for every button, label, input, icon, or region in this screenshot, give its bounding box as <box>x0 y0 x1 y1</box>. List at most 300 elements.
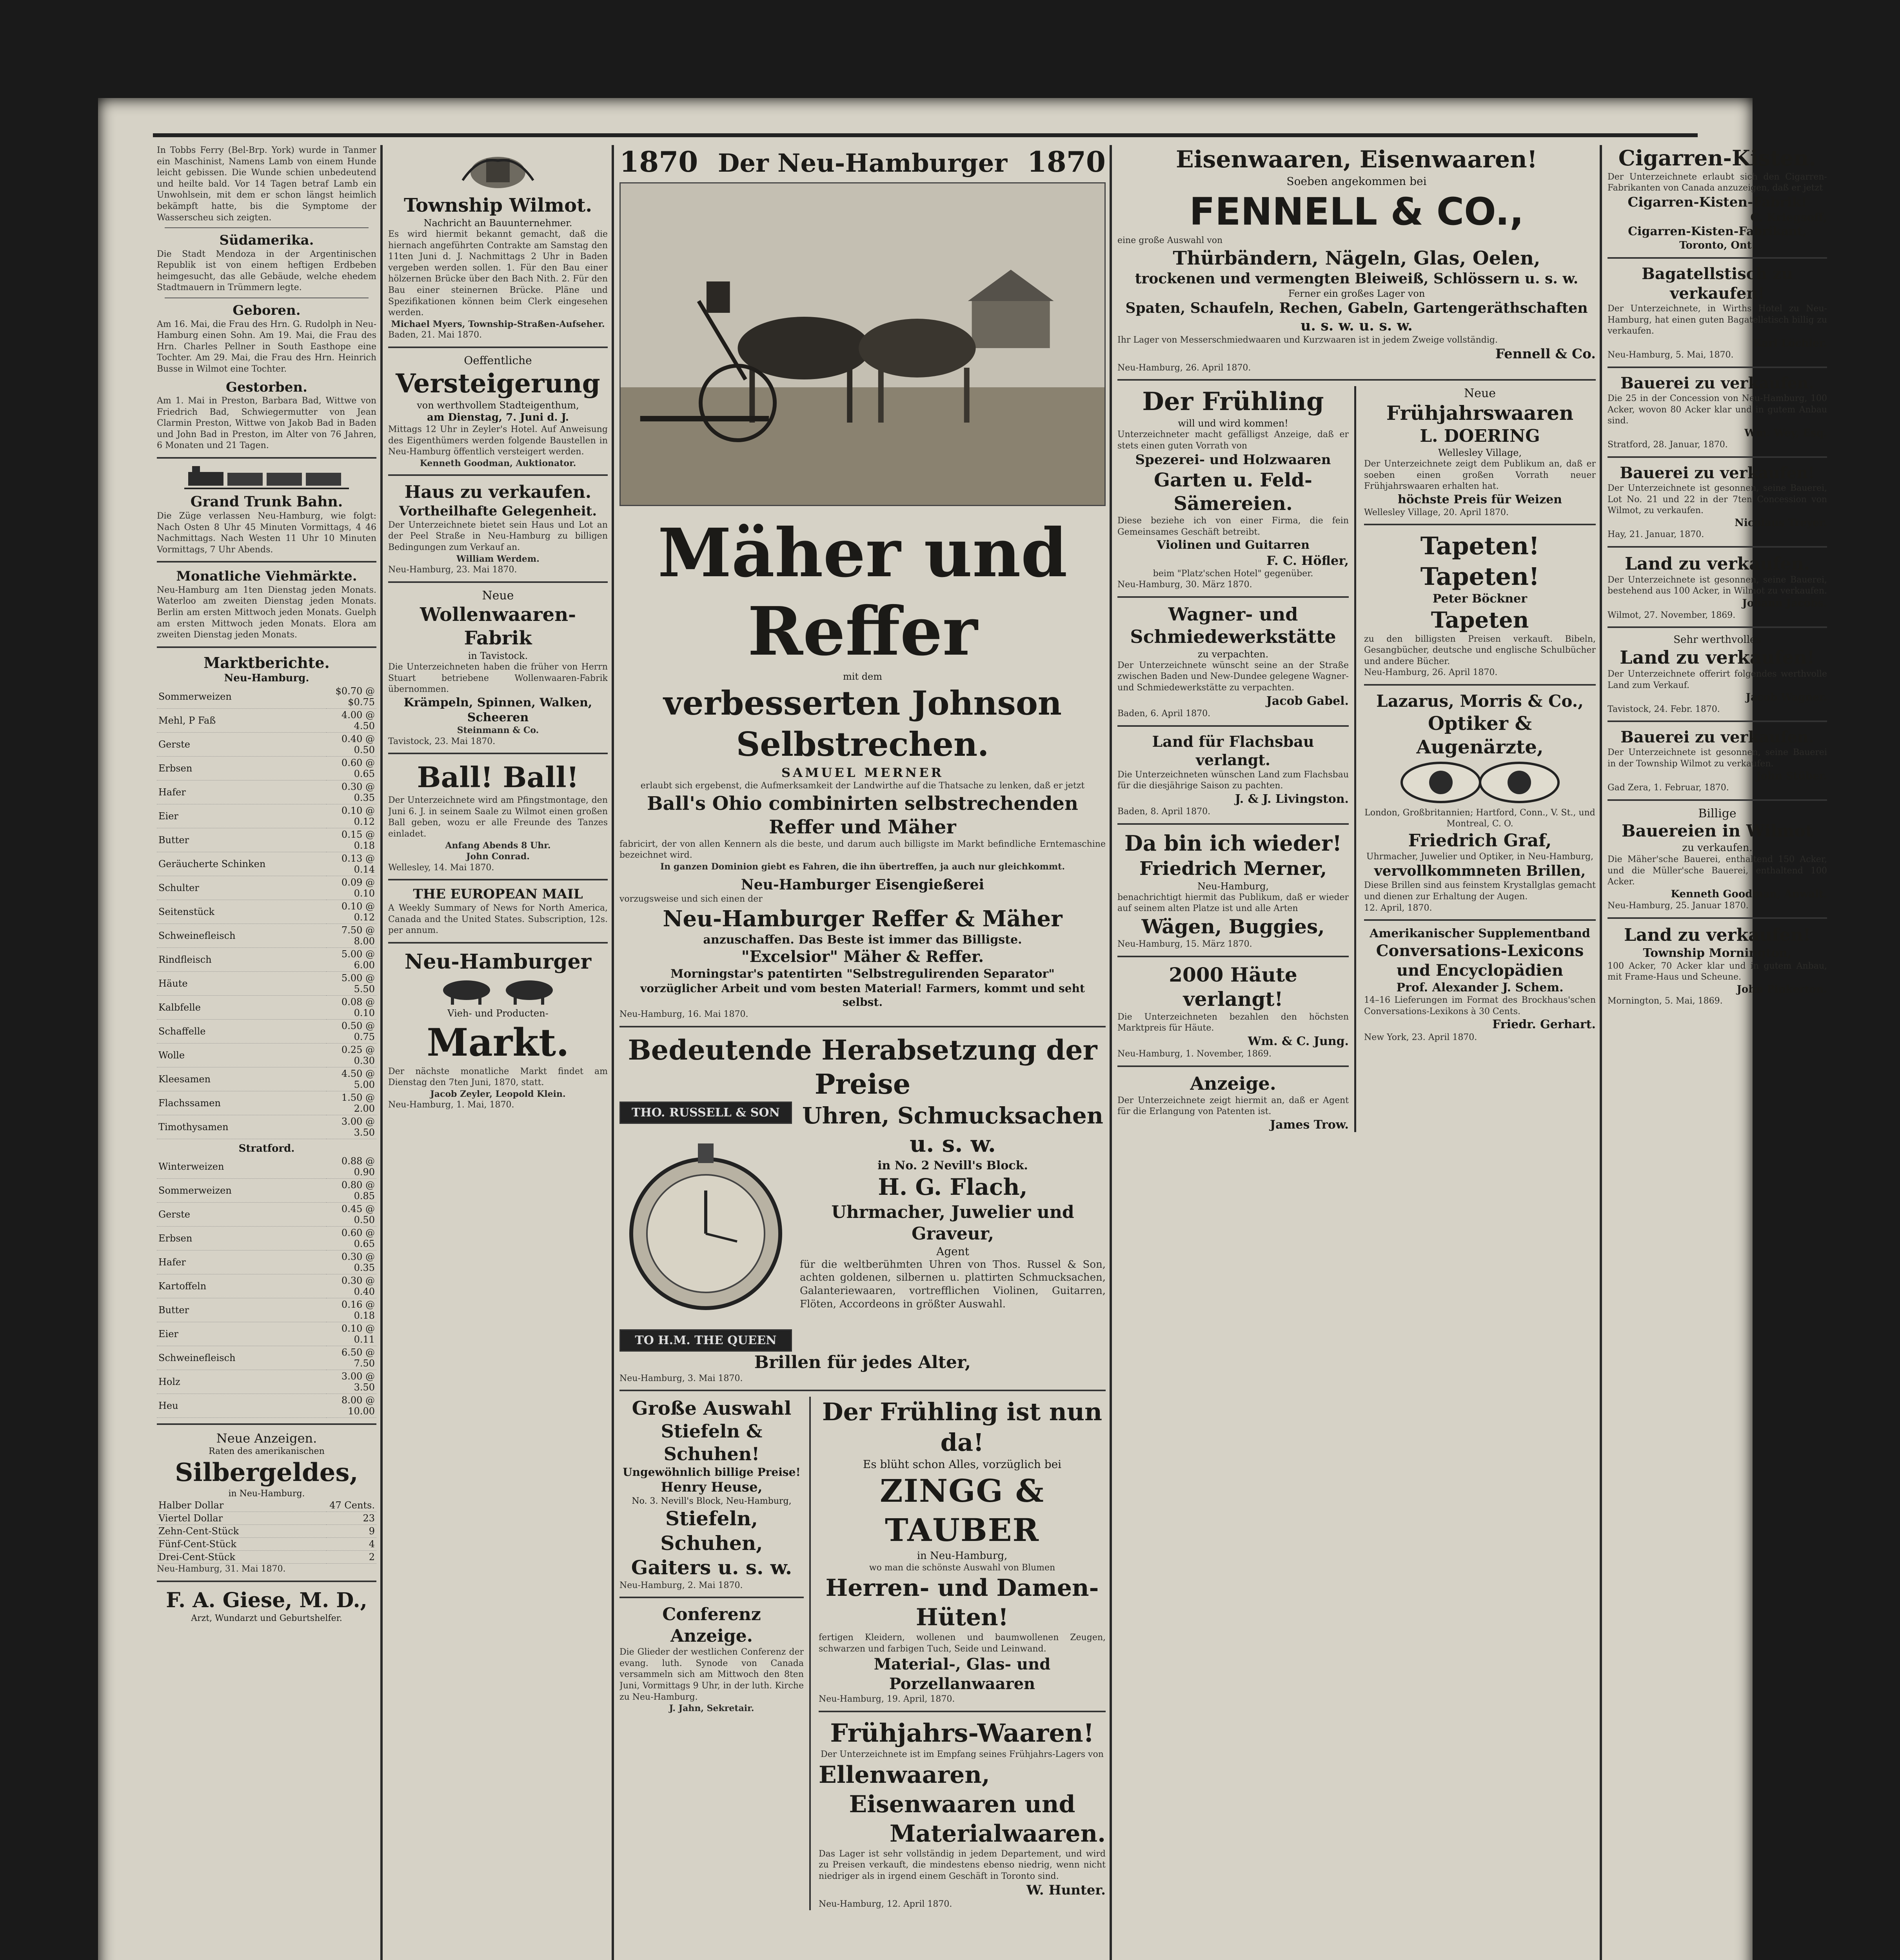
ad-headline: Conversations-Lexicons und Encyclopädien <box>1376 941 1584 980</box>
ad-subheading: Cigarren-Kisten-Fabrik! <box>1628 194 1807 210</box>
ad-subheading: von werthvollem Stadteigenthum, <box>417 400 579 411</box>
commodity-name: Heu <box>157 1394 326 1418</box>
ad-subheading: Neu-Hamburg, <box>1197 880 1269 892</box>
ad-headline: Conferenz Anzeige. <box>662 1604 761 1646</box>
section-heading: Monatliche Viehmärkte. <box>176 568 357 584</box>
ad-headline: Markt. <box>427 1020 569 1065</box>
commodity-price: 3.00 @ 3.50 <box>326 1115 376 1139</box>
ad-subheading: Vieh- und Producten- <box>447 1007 549 1019</box>
section-heading: Neue Anzeigen. <box>216 1431 317 1446</box>
column-rule <box>612 145 614 1960</box>
commodity-price: 0.10 @ 0.11 <box>326 1322 376 1346</box>
commodity-name: Gerste <box>157 1203 326 1227</box>
table-row <box>157 852 376 876</box>
commodity-price: 0.40 @ 0.50 <box>326 732 376 756</box>
ad-subheading: Agent <box>936 1245 969 1258</box>
ad-headline: Land zu verkaufen. <box>1625 554 1810 574</box>
ad-date: Neu-Hamburg, 23. Mai 1870. <box>388 565 517 575</box>
column-rule <box>1110 145 1112 1960</box>
commodity-name: Zehn-Cent-Stück <box>157 1525 326 1538</box>
commodity-price: 0.50 @ 0.75 <box>326 1019 376 1043</box>
table-row <box>157 1512 376 1525</box>
ad-text: Die Unterzeichneten wünschen Land zum Flachsbau für die diesjährige Saison zu pachten. <box>1117 769 1349 791</box>
ad-subheading: Krämpeln, Spinnen, Walken, Scheeren <box>403 696 592 724</box>
article-text: Am 1. Mai in Preston, Barbara Bad, Wittwe von Friedrich Bad, Schwiegermutter von Jean Clarmin Preston, Wittwe von Jakob Bad in Baden und John Bad in Preston, im Alter von 76 Jahren, 6 Monaten und 21 Tagen. <box>157 396 376 451</box>
commodity-name: Butter <box>157 828 326 852</box>
ad-text: Die Glieder der westlichen Conferenz der evang. luth. Synode von Canada versammeln sich am Mittwoch den 8ten Juni, Vormittags 9 Uhr, in der luth. Kirche zu Neu-Hamburg. <box>619 1647 804 1702</box>
ad-signature: Kenneth Goodman, Auktionator. <box>420 458 576 468</box>
train-illustration <box>157 464 376 493</box>
commodity-price: 2 <box>326 1551 376 1564</box>
ad-headline: Eisenwaaren, Eisenwaaren! <box>1176 146 1537 173</box>
ad-headline: Friedrich Merner, <box>1139 857 1327 880</box>
commodity-price: 7.50 @ 8.00 <box>326 924 376 947</box>
ad-subheading: Wellesley Village, <box>1438 447 1522 459</box>
ad-headline: ZINGG & TAUBER <box>880 1472 1044 1549</box>
column-6 <box>1608 145 1827 1960</box>
ad-headline: Wagner- und Schmiedewerkstätte <box>1130 603 1336 648</box>
ad-headline: Bedeutende Herabsetzung der Preise <box>628 1033 1097 1101</box>
ad-signature: James Trow. <box>1270 1118 1349 1132</box>
commodity-name: Geräucherte Schinken <box>157 852 326 876</box>
ad-headline: Haus zu verkaufen. <box>404 482 592 503</box>
column-3 <box>619 145 1106 1960</box>
ad-subheading: Spaten, Schaufeln, Rechen, Gabeln, Gartengeräthschaften u. s. w. u. s. w. <box>1125 299 1588 334</box>
table-row <box>157 756 376 780</box>
top-rule <box>153 133 1698 137</box>
ad-subheading: Peter Böckner <box>1432 592 1528 606</box>
ad-text: 14–16 Lieferungen im Format des Brockhaus'schen Conversations-Lexikons à 30 Cents. <box>1364 995 1596 1016</box>
table-row <box>157 1043 376 1067</box>
ad-subheading: Ungewöhnlich billige Preise! <box>623 1466 801 1479</box>
mower-illustration <box>619 182 1106 506</box>
ad-text: Der Unterzeichnete erlaubt sich den Cigarren-Fabrikanten von Canada anzuzeigen, daß er jetzt <box>1608 172 1827 193</box>
ad-date: Gad Zera, 1. Februar, 1870. <box>1608 783 1729 793</box>
ad-headline: Neu-Hamburger Reffer & Mäher <box>663 906 1063 932</box>
ad-subheading: Es blüht schon Alles, vorzüglich bei <box>863 1458 1062 1471</box>
ad-subheading: Spezerei- und Holzwaaren <box>1135 452 1331 468</box>
ad-headline: Tapeten <box>1431 607 1529 633</box>
ad-signature: Wm. Wey, Esq. <box>1744 427 1827 439</box>
ad-text: Mittags 12 Uhr in Zeyler's Hotel. Auf Anweisung des Eigenthümers werden folgende Baustellen in Neu-Hamburg öffentlich versteigert werden. <box>388 424 608 457</box>
cattle-icon <box>388 975 608 1007</box>
table-row <box>157 1551 376 1564</box>
commodity-name: Schulter <box>157 876 326 900</box>
ad-subheading: "Excelsior" Mäher & Reffer. <box>741 947 984 966</box>
commodity-price: 0.60 @ 0.65 <box>326 1227 376 1250</box>
commodity-price: 0.45 @ 0.50 <box>326 1203 376 1227</box>
commodity-name: Eier <box>157 1322 326 1346</box>
commodity-name: Mehl, P Faß <box>157 708 326 732</box>
commodity-price: 0.13 @ 0.14 <box>326 852 376 876</box>
table-row <box>157 1322 376 1346</box>
ad-headline: verbesserten Johnson Selbstrechen. <box>663 684 1062 764</box>
watch-illustration <box>619 1102 792 1352</box>
ad-text: Ferner ein großes Lager von <box>1288 288 1425 299</box>
ad-date: Wellesley Village, 20. April 1870. <box>1364 507 1509 517</box>
masthead-year-left: 1870 <box>619 145 698 178</box>
ad-text: Ihr Lager von Messerschmiedwaaren und Kurzwaaren ist in jedem Zweige vollständig. <box>1117 335 1498 345</box>
lower-ads <box>619 1397 1106 1910</box>
ad-subheading: Cigarren-Kisten-Fabrikant, <box>1628 225 1807 239</box>
ad-subheading: Vortheilhafte Gelegenheit. <box>399 503 597 519</box>
table-row <box>157 876 376 900</box>
ad-headline: Township Wilmot. <box>403 194 592 216</box>
table-row <box>157 947 376 971</box>
russell-label: THO. RUSSELL & SON <box>619 1102 792 1124</box>
commodity-name: Eier <box>157 804 326 828</box>
ad-headline: Wollenwaaren-Fabrik <box>420 604 576 650</box>
ad-headline: Land für Flachsbau verlangt. <box>1152 732 1314 769</box>
ad-headline: Ellenwaaren, <box>819 1761 990 1789</box>
table-row <box>157 828 376 852</box>
ad-signature: Karl Löchler. <box>1753 337 1827 349</box>
commodity-price: 23 <box>326 1512 376 1525</box>
ad-text: für die weltberühmten Uhren von Thos. Russel & Son, achten goldenen, silbernen u. plattirten Schmucksachen, Galanteriewaaren, vortrefflichen Violinen, Guitarren, Flöten, Accordeons in größter Auswahl. <box>800 1258 1106 1310</box>
ad-text: Der nächste monatliche Markt findet am Dienstag den 7ten Juni, 1870, statt. <box>388 1066 608 1088</box>
ad-subheading: anzuschaffen. Das Beste ist immer das Billigste. <box>703 933 1022 947</box>
ad-subheading: in Neu-Hamburg, <box>917 1550 1008 1562</box>
ad-text: Diese beziehe ich von einer Firma, die fein Gemeinsames Geschäft betreibt. <box>1117 515 1349 537</box>
ad-date: Neu-Hamburg, 19. April, 1870. <box>819 1694 955 1704</box>
commodity-name: Erbsen <box>157 1227 326 1250</box>
ad-subheading: Morningstar's patentirten "Selbstregulirenden Separator" <box>670 967 1055 981</box>
ad-date: Neu-Hamburg, 5. Mai, 1870. <box>1608 350 1734 360</box>
commodity-price: $0.70 @ $0.75 <box>326 685 376 709</box>
ad-headline: Bauerei zu verkaufen. <box>1620 728 1814 747</box>
article-text: Die Züge verlassen Neu-Hamburg, wie folgt: Nach Osten 8 Uhr 45 Minuten Vormittags, 4 46 Nachmittags. Nach Westen 11 Uhr 10 Minuten Vormittags, 7 Uhr Abends. <box>157 511 376 555</box>
ad-text: Der Unterzeichnete wünscht seine an der Straße zwischen Baden und New-Dundee gelegene Wagner- und Schmiedewerkstätte zu verpachten. <box>1117 660 1349 693</box>
ad-headline: Friedrich Graf, <box>1408 830 1552 851</box>
ad-signature: Michael Myers, Township-Straßen-Aufseher. <box>391 319 605 329</box>
commodity-name: Timothysamen <box>157 1115 326 1139</box>
commodity-price: 47 Cents. <box>326 1499 376 1512</box>
ad-text: A Weekly Summary of News for North America, Canada and the United States. Subscription, 12s. per annum. <box>388 903 608 936</box>
commodity-price: 9 <box>326 1525 376 1538</box>
ad-headline: Land zu verkaufen! <box>1624 925 1811 946</box>
ad-date: Tavistock, 23. Mai 1870. <box>388 736 496 746</box>
ad-subheading: mit dem <box>843 671 883 682</box>
ad-headline: Ball! Ball! <box>417 760 579 794</box>
ad-date: Wilmot, 27. November, 1869. <box>1608 610 1736 620</box>
commodity-price: 0.08 @ 0.10 <box>326 995 376 1019</box>
table-row <box>157 1067 376 1091</box>
ad-subheading: will und wird kommen! <box>1178 418 1288 429</box>
ad-subheading: Billige <box>1698 806 1737 820</box>
table-row <box>157 1394 376 1418</box>
ad-headline: Cigarren-Kisten. <box>1618 145 1816 171</box>
ad-headline: Herren- und Damen-Hüten! <box>825 1574 1099 1632</box>
ad-date: Neu-Hamburg, 16. Mai 1870. <box>619 1009 748 1019</box>
column-4 <box>1117 386 1356 1132</box>
ad-text: Anfang Abends 8 Uhr. <box>445 840 551 851</box>
ad-headline: Mäher und Reffer <box>658 514 1068 671</box>
table-row <box>157 1525 376 1538</box>
ad-signature: Johann Jacobs. <box>1742 597 1827 609</box>
section-heading: Gestorben. <box>225 379 308 395</box>
commodity-price: 0.30 @ 0.40 <box>326 1274 376 1298</box>
ad-text: Es wird hiermit bekannt gemacht, daß die hiernach angeführten Contrakte am Samstag den 11ten Juni d. J. Nachmittags 2 Uhr in Baden vergeben werden sollen. 1. Für den Bau einer hölzernen Brücke über den Bach Nith. 2. Für den Bau einer steinernen Brücke. Pläne und Spezifikationen können beim Clerk eingesehen werden. <box>388 229 608 318</box>
commodity-name: Gerste <box>157 732 326 756</box>
table-row <box>157 1115 376 1139</box>
section-heading: Marktberichte. <box>203 653 330 671</box>
commodity-price: 0.30 @ 0.35 <box>326 780 376 804</box>
commodity-name: Kartoffeln <box>157 1274 326 1298</box>
ad-signature: F. C. Höfler, <box>1266 553 1349 568</box>
ad-signature: William Werdem. <box>456 554 539 564</box>
ad-text: Der Unterzeichnete offerirt folgendes werthvolle Land zum Verkauf. <box>1608 669 1827 690</box>
commodity-name: Butter <box>157 1298 326 1322</box>
commodity-name: Halber Dollar <box>157 1499 326 1512</box>
table-row <box>157 995 376 1019</box>
masthead <box>619 145 1106 178</box>
column-rule <box>380 145 383 1960</box>
spring-ads <box>819 1397 1106 1910</box>
ad-text: Die Mäher'sche Bauerei, enthaltend 150 Acker, und die Müller'sche Bauerei, enthaltend 100 Acker. <box>1608 855 1827 887</box>
ad-text: zu den billigsten Preisen verkauft. Bibeln, Gesangbücher, deutsche und englische Schulbücher und andere Bücher. <box>1364 634 1596 666</box>
ad-headline: Wägen, Buggies, <box>1141 915 1325 938</box>
market-table-neu-hamburg <box>157 685 376 1139</box>
ad-subheading: Oeffentliche <box>464 354 532 367</box>
ad-headline: Eisenwaaren und <box>849 1790 1075 1818</box>
commodity-name: Sommerweizen <box>157 685 326 709</box>
commodity-price: 0.30 @ 0.35 <box>326 1250 376 1274</box>
ad-headline: F. A. Giese, M. D., <box>166 1588 367 1612</box>
article-text: Neu-Hamburg am 1ten Dienstag jeden Monats. Waterloo am zweiten Dienstag jeden Monats. Berlin am ersten Mittwoch jeden Monats. Guelph am ersten Mittwoch jeden Monats. Elora am zweiten Dienstag jeden Monats. <box>157 585 376 640</box>
commodity-price: 4 <box>326 1538 376 1551</box>
table-row <box>157 1370 376 1394</box>
ad-headline: Große Auswahl <box>632 1397 792 1420</box>
commodity-name: Hafer <box>157 780 326 804</box>
commodity-name: Drei-Cent-Stück <box>157 1551 326 1564</box>
commodity-price: 0.10 @ 0.12 <box>326 900 376 924</box>
ad-headline: Frühjahrswaaren <box>1386 401 1574 425</box>
ad-subheading: Township Mornington, <box>1643 946 1792 960</box>
commodity-name: Rindfleisch <box>157 947 326 971</box>
commodity-name: Schaffelle <box>157 1019 326 1043</box>
masthead-title: Der Neu-Hamburger <box>717 149 1008 178</box>
watch-ad-text <box>800 1102 1106 1352</box>
commodity-name: Erbsen <box>157 756 326 780</box>
table-row <box>157 1274 376 1298</box>
ad-headline: Lazarus, Morris & Co., <box>1376 691 1584 711</box>
watch-ad <box>619 1102 1106 1352</box>
ad-headline: Stiefeln & Schuhen! <box>661 1421 763 1465</box>
ad-text: London, Großbritannien; Hartford, Conn., V. St., und Montreal, C. O. <box>1364 808 1595 829</box>
section-heading: Südamerika. <box>219 232 314 249</box>
ad-headline: Der Frühling ist nun da! <box>822 1397 1103 1457</box>
commodity-price: 5.00 @ 5.50 <box>326 971 376 995</box>
ad-text: Der Unterzeichnete wird am Pfingstmontage, den Juni 6. J. in seinem Saale zu Wilmot einen großen Ball geben, wozu er alle Freunde des Tanzes einladet. <box>388 795 608 839</box>
ad-text: wo man die schönste Auswahl von Blumen <box>869 1563 1055 1573</box>
coat-of-arms-icon <box>388 145 608 194</box>
ad-date: Hay, 21. Januar, 1870. <box>1608 530 1704 540</box>
ad-text: beim "Platz'schen Hotel" gegenüber. <box>1153 568 1313 579</box>
ad-signature: Wm. & C. Jung. <box>1248 1034 1349 1048</box>
ad-date: Neu-Hamburg, 1. November, 1869. <box>1117 1049 1272 1059</box>
column-4-5 <box>1117 145 1596 1960</box>
ad-date: Neu-Hamburg, 3. Mai 1870. <box>619 1373 743 1383</box>
newspaper-page <box>98 98 1827 1960</box>
ad-date: Neu-Hamburg, 25. Januar 1870. <box>1608 901 1749 911</box>
ad-signature: J. & J. Livingston. <box>1235 792 1349 806</box>
ad-subheading: Neue <box>482 588 514 603</box>
ad-subheading: Violinen und Guitarren <box>1157 538 1310 552</box>
ad-signature: Nicolaus Treyer. <box>1735 517 1827 529</box>
ad-date: Neu-Hamburg, 31. Mai 1870. <box>157 1564 286 1574</box>
commodity-price: 5.00 @ 6.00 <box>326 947 376 971</box>
ad-date: Neu-Hamburg, 12. April 1870. <box>819 1899 952 1909</box>
ad-date: Baden, 6. April 1870. <box>1117 709 1211 719</box>
ad-headline: Bagatellstisch zu verkaufen! <box>1642 265 1793 303</box>
commodity-name: Holz <box>157 1370 326 1394</box>
section-heading: Grand Trunk Bahn. <box>190 493 343 510</box>
table-row <box>157 1499 376 1512</box>
ad-headline: Da bin ich wieder! <box>1124 831 1342 856</box>
ad-headline: Bauerei zu verkaufen. <box>1620 374 1814 393</box>
ad-subheading: zu verpachten. <box>1197 648 1269 660</box>
table-row <box>157 732 376 756</box>
ad-signature: W. Hunter. <box>1026 1882 1106 1898</box>
ad-subheading: höchste Preis für Weizen <box>1398 493 1562 507</box>
ad-headline: Silbergeldes, <box>175 1457 358 1487</box>
ad-text: vorzüglicher Arbeit und vom besten Material! Farmers, kommt und seht selbst. <box>640 982 1085 1009</box>
ad-text: Der Unterzeichnete ist im Empfang seines Frühjahrs-Lagers von <box>821 1749 1104 1760</box>
ad-text: eine große Auswahl von <box>1117 236 1223 245</box>
ad-text: benachrichtigt hiermit das Publikum, daß er wieder auf seinem alten Platze ist und alle Arten <box>1117 892 1349 914</box>
ad-headline: Frühjahrs-Waaren! <box>830 1719 1094 1748</box>
market-subheading: Neu-Hamburg. <box>224 672 309 684</box>
commodity-price: 4.00 @ 4.50 <box>326 708 376 732</box>
ad-date: Neu-Hamburg, 2. Mai 1870. <box>619 1580 743 1590</box>
ad-text: Die Unterzeichneten bezahlen den höchsten Marktpreis für Häute. <box>1117 1012 1349 1033</box>
ad-text: Die Unterzeichneten haben die früher von Herrn Stuart betriebene Wollenwaaren-Fabrik übernommen. <box>388 662 608 695</box>
ad-signature: John Pinkerton. <box>1737 983 1827 995</box>
section-heading: Geboren. <box>233 303 301 319</box>
table-row <box>157 1227 376 1250</box>
ad-headline: Garten u. Feld-Sämereien. <box>1154 469 1312 515</box>
ad-signature: John Stüber. <box>1756 770 1827 782</box>
commodity-name: Häute <box>157 971 326 995</box>
pocket-watch-icon <box>619 1124 792 1328</box>
ad-signature: Jacob Gabel. <box>1266 694 1349 708</box>
ad-headline: H. G. Flach, <box>878 1174 1028 1201</box>
ad-text: Der Unterzeichnete ist gesonnen, seine Bauerei in der Township Wilmot zu verkaufen. <box>1608 748 1827 769</box>
article-text: Die Stadt Mendoza in der Argentinischen Republik ist von einem heftigen Erdbeben heimgesucht, das alle Gebäude, welche ehedem Stadtmauern in Trümmern legte. <box>157 249 376 293</box>
commodity-price: 4.50 @ 5.00 <box>326 1067 376 1091</box>
ad-subheading: SAMUEL MERNER <box>781 765 944 780</box>
ad-text: in Neu-Hamburg. <box>228 1488 305 1499</box>
ad-headline: Materialwaaren. <box>890 1820 1106 1847</box>
masthead-year-right: 1870 <box>1027 145 1106 178</box>
commodity-price: 6.50 @ 7.50 <box>326 1346 376 1370</box>
ad-text: No. 3. Nevill's Block, Neu-Hamburg, <box>632 1496 792 1506</box>
ad-headline: FENNELL & CO., <box>1189 190 1524 234</box>
table-row <box>157 1250 376 1274</box>
ad-text: vorzugsweise und sich einen der <box>619 894 763 904</box>
commodity-name: Schweinefleisch <box>157 924 326 947</box>
ad-headline: Tapeten! Tapeten! <box>1420 532 1540 591</box>
ad-text: Der Unterzeichnete bietet sein Haus und Lot an der Peel Straße in Neu-Hamburg zu billigen Bedingungen zum Verkauf an. <box>388 520 608 552</box>
table-row <box>157 780 376 804</box>
table-row <box>157 1298 376 1322</box>
market-subheading: Stratford. <box>238 1142 295 1154</box>
table-row <box>157 971 376 995</box>
ad-headline: 2000 Häute verlangt! <box>1169 963 1297 1011</box>
ad-subheading: Amerikanischer Supplementband <box>1370 927 1590 941</box>
ad-signature: Friedr. Gerhart. <box>1492 1018 1596 1032</box>
ad-date: Baden, 21. Mai 1870. <box>388 330 482 340</box>
ad-text: Das Lager ist sehr vollständig in jedem Departement, und wird zu Preisen verkauft, die mindestens ebenso niedrig, wenn nicht niedriger als in irgend einem Geschäft in Toronto sind. <box>819 1849 1106 1881</box>
ad-subheading: Uhrmacher, Juwelier und Graveur, <box>831 1202 1074 1244</box>
commodity-name: Fünf-Cent-Stück <box>157 1538 326 1551</box>
commodity-name: Seitenstück <box>157 900 326 924</box>
ad-signature: J. Jahn, Sekretair. <box>669 1703 754 1714</box>
ad-text: In ganzen Dominion giebt es Fahren, die ihn übertreffen, ja auch nur gleichkommt. <box>660 861 1065 872</box>
article-text: Am 16. Mai, die Frau des Hrn. G. Rudolph in Neu-Hamburg einen Sohn. Am 19. Mai, die Frau des Hrn. Charles Pellner in South Easthope eine Tochter. Am 29. Mai, die Frau des Hrn. Heinrich Busse in Wilmot eine Tochter. <box>157 319 376 374</box>
ad-headline: Optiker & Augenärzte, <box>1416 712 1544 758</box>
ad-subheading: in Tavistock. <box>468 650 528 662</box>
ad-headline: Ball's Ohio combinirten selbstrechenden Reffer und Mäher <box>647 792 1078 838</box>
ad-subheading: Brillen für jedes Alter, <box>754 1352 971 1372</box>
ad-subheading: Neue <box>1464 387 1496 401</box>
table-row <box>157 804 376 828</box>
ad-text: Arzt, Wundarzt und Geburtshelfer. <box>191 1613 342 1623</box>
ad-subheading: Sehr werthvolles <box>1673 634 1761 646</box>
ad-text: Toronto, Ont. <box>1679 239 1755 251</box>
ad-date: Wellesley, 14. Mai 1870. <box>388 862 494 873</box>
table-row <box>157 1203 376 1227</box>
ad-text: Die 25 in der Concession von Neu-Hamburg, 100 Acker, wovon 80 Acker klar und in gutem Anbau sind. <box>1608 394 1827 426</box>
ad-signature: Jacob Zeyler, Leopold Klein. <box>430 1089 566 1099</box>
commodity-name: Sommerweizen <box>157 1179 326 1203</box>
ad-text: erlaubt sich ergebenst, die Aufmerksamkeit der Landwirthe auf die Thatsache zu lenken, daß er jetzt <box>640 781 1085 791</box>
ad-text: Der Unterzeichnete ist gesonnen, seine Bauerei, Lot No. 21 und 22 in der 7ten Concession von Wilmot, zu verkaufen. <box>1608 483 1827 516</box>
commodity-price: 3.00 @ 3.50 <box>326 1370 376 1394</box>
ad-text: fabricirt, der von allen Kennern als die beste, und darum auch billigste im Markt befindliche Erntemaschine bezeichnet wird. <box>619 839 1106 860</box>
commodity-name: Schweinefleisch <box>157 1346 326 1370</box>
commodity-name: Hafer <box>157 1250 326 1274</box>
ad-subheading: trockenen und vermengten Bleiweiß, Schlössern u. s. w. <box>1135 270 1578 287</box>
ad-text: Der Unterzeichnete, in Wirths Hotel zu Neu-Hamburg, hat einen guten Bagatellstisch billig zu verkaufen. <box>1608 304 1827 336</box>
ad-subheading: Prof. Alexander J. Schem. <box>1396 980 1564 995</box>
ad-subheading: am Dienstag, 7. Juni d. J. <box>427 412 569 424</box>
silver-rates-table <box>157 1499 376 1564</box>
commodity-price: 0.80 @ 0.85 <box>326 1179 376 1203</box>
commodity-name: Wolle <box>157 1043 326 1067</box>
commodity-price: 0.15 @ 0.18 <box>326 828 376 852</box>
commodity-price: 1.50 @ 2.00 <box>326 1091 376 1115</box>
ad-text: fertigen Kleidern, wollenen und baumwollenen Zeugen, schwarzen und farbigen Tuch, Seide und Leinwand. <box>819 1633 1106 1654</box>
commodity-price: 0.10 @ 0.12 <box>326 804 376 828</box>
ad-signature: Jacob Wagner. <box>1746 691 1827 704</box>
columns-4-5-split <box>1117 386 1596 1132</box>
ad-date: Neu-Hamburg, 30. März 1870. <box>1117 580 1252 590</box>
ad-date: Neu-Hamburg, 26. April 1870. <box>1364 668 1498 678</box>
table-row <box>157 1346 376 1370</box>
table-row <box>157 1538 376 1551</box>
table-row <box>157 708 376 732</box>
ad-headline: Anzeige. <box>1190 1073 1276 1094</box>
ad-subheading: Soeben angekommen bei <box>1286 175 1427 188</box>
commodity-price: 0.09 @ 0.10 <box>326 876 376 900</box>
ad-signature: Kenneth Goodman, Anwalt. <box>1671 888 1827 900</box>
ad-subheading: Henry Heuse, <box>661 1479 763 1495</box>
ad-text: Diese Brillen sind aus feinstem Krystallglas gemacht und dienen zur Erhaltung der Augen. <box>1364 880 1596 902</box>
ad-date: Mornington, 5. Mai, 1869. <box>1608 996 1723 1006</box>
ad-subheading: vervollkommneten Brillen, <box>1374 863 1586 880</box>
column-5 <box>1364 386 1596 1132</box>
